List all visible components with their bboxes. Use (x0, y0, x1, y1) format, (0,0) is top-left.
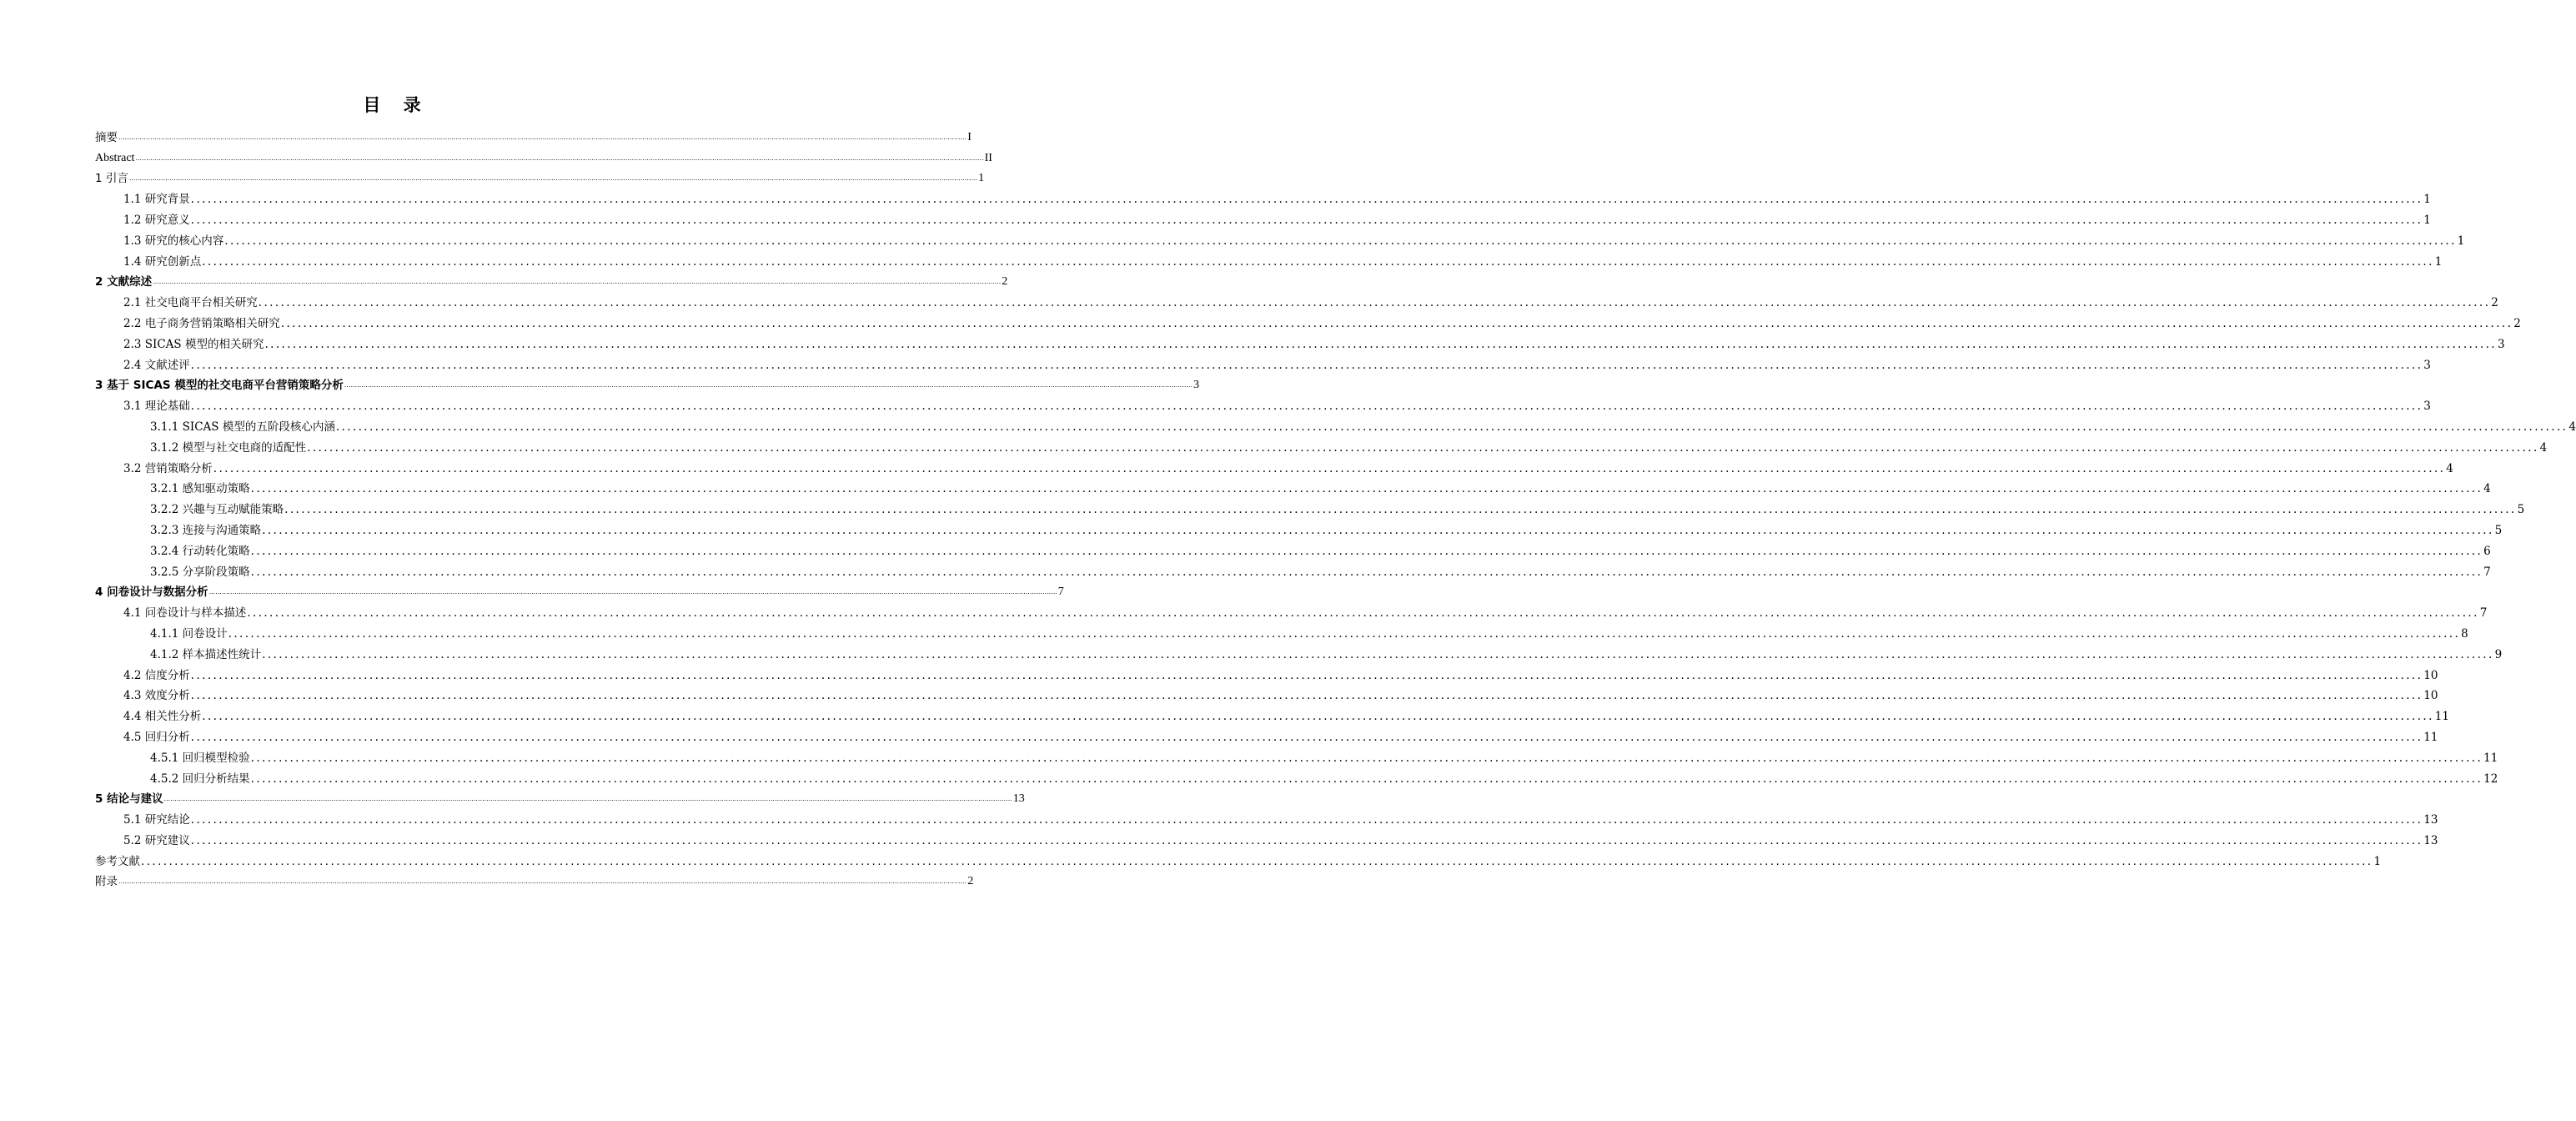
toc-entry[interactable] (95, 269, 1008, 289)
toc-entry-label: 参考文献 (95, 854, 140, 868)
toc-entry-label: 1.1 研究背景 (123, 193, 190, 207)
toc-entry[interactable] (95, 806, 2438, 827)
dot-leader: ................................................................................................................................................................................................................................................................................................................................................................................................................ (190, 668, 2423, 682)
toc-entry[interactable] (95, 413, 2576, 434)
toc-entry-label: 4.1.1 问卷设计 (150, 626, 228, 641)
dot-leader: ................................................................................................................................................................................................................................................................................................................................................................................................................ (202, 710, 2434, 724)
toc-entry[interactable] (95, 372, 1200, 393)
toc-entry-label: 4.1.2 样本描述性统计 (150, 647, 262, 661)
dot-leader: ................................................................................................................................................................................................................................................................................................................................................................................................................ (190, 813, 2423, 827)
toc-entry-label: 2.4 文献述评 (123, 358, 190, 372)
toc-entry-page: 1 (978, 172, 985, 185)
dot-leader: ................................................................................................................................................................................................................................................................................................................................................................................................................ (228, 626, 2461, 641)
toc-entry-page: 13 (1012, 792, 1025, 806)
toc-entry[interactable] (95, 165, 985, 186)
toc-entry-page: 11 (2423, 730, 2438, 744)
toc-entry[interactable] (95, 206, 2431, 227)
toc-entry-label: 4.5.1 回归模型检验 (150, 751, 250, 765)
dot-leader: ................................................................................................................................................................................................................................................................................................................................................................................................................ (141, 854, 2373, 868)
toc-entry-label: 3.1 理论基础 (123, 400, 190, 414)
dot-leader: ................................................................................................................................................................................................................................................................................................................................................................................................................ (118, 133, 967, 141)
dot-leader: ................................................................................................................................................................................................................................................................................................................................................................................................................ (190, 689, 2423, 703)
toc-entry[interactable] (95, 599, 2488, 621)
toc-entry-page: 11 (2434, 710, 2449, 724)
toc-entry[interactable] (95, 786, 1025, 807)
toc-entry-page: 1 (2423, 213, 2431, 227)
dot-leader: ................................................................................................................................................................................................................................................................................................................................................................................................................ (284, 503, 2517, 517)
dot-leader: ................................................................................................................................................................................................................................................................................................................................................................................................................ (250, 544, 2483, 558)
toc-entry-page: 7 (1057, 586, 1064, 599)
dot-leader: ................................................................................................................................................................................................................................................................................................................................................................................................................ (128, 174, 978, 183)
toc-entry-page: II (984, 151, 992, 164)
toc-entry-label: 3.2.4 行动转化策略 (150, 544, 250, 558)
toc-entry-page: 3 (2423, 358, 2431, 372)
toc-entry-page: 13 (2423, 833, 2438, 847)
toc-entry-page: 4 (2539, 440, 2548, 455)
toc-entry-label: 2.3 SICAS 模型的相关研究 (123, 337, 264, 351)
toc-entry-label: 摘要 (95, 130, 118, 144)
dot-leader: ................................................................................................................................................................................................................................................................................................................................................................................................................ (118, 877, 967, 886)
toc-entry[interactable] (95, 558, 2491, 579)
toc-entry-page: 1 (2373, 854, 2382, 868)
toc-entry[interactable] (95, 537, 2491, 558)
dot-leader: ................................................................................................................................................................................................................................................................................................................................................................................................................ (190, 358, 2423, 372)
toc-entry[interactable] (95, 620, 2468, 641)
toc-entry-page: 3 (2423, 400, 2431, 414)
toc-entry-page: 8 (2461, 626, 2468, 641)
toc-entry[interactable] (95, 248, 2443, 269)
toc-entry[interactable] (95, 661, 2438, 682)
toc-entry-label: 4.1 问卷设计与样本描述 (123, 606, 247, 621)
toc-entry-label: 3.2.3 连接与沟通策略 (150, 523, 262, 537)
toc-entry[interactable] (95, 723, 2438, 744)
toc-entry-page: 11 (2483, 751, 2498, 765)
toc-entry[interactable] (95, 744, 2498, 765)
toc-entry-page: 1 (2457, 234, 2465, 248)
toc-entry-page: I (967, 130, 972, 143)
toc-entry[interactable] (95, 309, 2521, 330)
toc-entry-label: 3 基于 SICAS 模型的社交电商平台营销策略分析 (95, 379, 344, 393)
dot-leader: ................................................................................................................................................................................................................................................................................................................................................................................................................ (153, 278, 1002, 286)
toc-entry[interactable] (95, 123, 972, 144)
dot-leader: ................................................................................................................................................................................................................................................................................................................................................................................................................ (264, 337, 2497, 351)
dot-leader: ................................................................................................................................................................................................................................................................................................................................................................................................................ (213, 461, 2446, 475)
toc-entry-label: 2.2 电子商务营销策略相关研究 (123, 316, 280, 330)
toc-entry-page: 1 (2434, 254, 2443, 269)
toc-entry[interactable] (95, 475, 2491, 496)
toc-entry-page: 3 (1193, 379, 1200, 392)
toc-entry-label: 3.2 营销策略分析 (123, 461, 213, 475)
toc-entry-page: 3 (2497, 337, 2505, 351)
toc-entry[interactable] (95, 351, 2431, 372)
dot-leader: ................................................................................................................................................................................................................................................................................................................................................................................................................ (190, 833, 2423, 847)
dot-leader: ................................................................................................................................................................................................................................................................................................................................................................................................................ (280, 316, 2513, 330)
toc-entry-page: 1 (2423, 193, 2431, 207)
toc-entry-label: 4.5 回归分析 (123, 730, 190, 744)
dot-leader: ................................................................................................................................................................................................................................................................................................................................................................................................................ (250, 751, 2483, 765)
dot-leader: ................................................................................................................................................................................................................................................................................................................................................................................................................ (135, 153, 984, 162)
dot-leader: ................................................................................................................................................................................................................................................................................................................................................................................................................ (247, 606, 2479, 621)
toc-entry-page: 12 (2483, 772, 2498, 786)
toc-entry-page: 4 (2568, 420, 2576, 434)
toc-entry-page: 13 (2423, 813, 2438, 827)
dot-leader: ................................................................................................................................................................................................................................................................................................................................................................................................................ (250, 482, 2483, 496)
dot-leader: ................................................................................................................................................................................................................................................................................................................................................................................................................ (262, 523, 2494, 537)
toc-entry[interactable] (95, 579, 1064, 600)
toc-entry-label: 3.2.5 分享阶段策略 (150, 565, 250, 579)
toc-title: 目 录 (363, 95, 429, 115)
toc-entry[interactable] (95, 765, 2498, 786)
toc-entry-page: 5 (2517, 503, 2525, 517)
toc-entry-label: 附录 (95, 875, 118, 889)
dot-leader: ................................................................................................................................................................................................................................................................................................................................................................................................................ (250, 772, 2483, 786)
toc-entry-label: 5.1 研究结论 (123, 813, 190, 827)
toc-entry-label: 1.3 研究的核心内容 (123, 234, 224, 248)
toc-entry[interactable] (95, 847, 2382, 868)
toc-entry-page: 5 (2494, 523, 2503, 537)
toc-entry[interactable] (95, 455, 2453, 475)
table-of-contents (95, 123, 2576, 889)
toc-entry-label: 1 引言 (95, 172, 128, 186)
toc-entry[interactable] (95, 682, 2438, 703)
toc-entry[interactable] (95, 392, 2431, 414)
toc-entry-label: 4 问卷设计与数据分析 (95, 586, 208, 600)
dot-leader: ................................................................................................................................................................................................................................................................................................................................................................................................................ (190, 193, 2423, 207)
toc-entry[interactable] (95, 227, 2465, 248)
toc-entry-page: 4 (2483, 482, 2491, 496)
toc-entry-label: 3.1.2 模型与社交电商的适配性 (150, 440, 307, 455)
dot-leader: ................................................................................................................................................................................................................................................................................................................................................................................................................ (190, 400, 2423, 414)
dot-leader: ................................................................................................................................................................................................................................................................................................................................................................................................................ (250, 565, 2483, 579)
toc-entry[interactable] (95, 434, 2548, 455)
dot-leader: ................................................................................................................................................................................................................................................................................................................................................................................................................ (208, 588, 1057, 596)
toc-entry-page: 2 (1002, 275, 1008, 289)
dot-leader: ................................................................................................................................................................................................................................................................................................................................................................................................................ (307, 440, 2539, 455)
toc-entry[interactable] (95, 516, 2503, 537)
toc-entry-label: 4.2 信度分析 (123, 668, 190, 682)
toc-entry-page: 6 (2483, 544, 2491, 558)
dot-leader: ................................................................................................................................................................................................................................................................................................................................................................................................................ (344, 381, 1193, 390)
toc-entry[interactable] (95, 289, 2498, 310)
toc-entry[interactable] (95, 330, 2505, 351)
toc-entry-label: 1.4 研究创新点 (123, 254, 202, 269)
toc-entry-page: 4 (2446, 461, 2453, 475)
toc-entry-label: 2.1 社交电商平台相关研究 (123, 296, 258, 310)
toc-entry-page: 10 (2423, 668, 2438, 682)
dot-leader: ................................................................................................................................................................................................................................................................................................................................................................................................................ (258, 296, 2491, 310)
toc-entry-label: 5.2 研究建议 (123, 833, 190, 847)
dot-leader: ................................................................................................................................................................................................................................................................................................................................................................................................................ (163, 795, 1012, 803)
toc-entry[interactable] (95, 144, 992, 165)
toc-entry[interactable] (95, 827, 2438, 847)
toc-entry[interactable] (95, 185, 2431, 207)
toc-entry[interactable] (95, 868, 974, 889)
toc-entry-page: 7 (2479, 606, 2488, 621)
toc-entry[interactable] (95, 702, 2449, 724)
toc-entry-page: 2 (967, 875, 974, 888)
toc-entry[interactable] (95, 641, 2503, 661)
toc-entry-label: 4.4 相关性分析 (123, 710, 202, 724)
toc-entry-page: 2 (2513, 316, 2521, 330)
toc-entry-label: 5 结论与建议 (95, 792, 163, 807)
toc-entry-label: 4.3 效度分析 (123, 689, 190, 703)
toc-entry-label: 3.2.2 兴趣与互动赋能策略 (150, 503, 284, 517)
dot-leader: ................................................................................................................................................................................................................................................................................................................................................................................................................ (190, 213, 2423, 227)
toc-entry-label: 3.1.1 SICAS 模型的五阶段核心内涵 (150, 420, 335, 434)
toc-entry-label: 1.2 研究意义 (123, 213, 190, 227)
dot-leader: ................................................................................................................................................................................................................................................................................................................................................................................................................ (262, 647, 2494, 661)
toc-entry-page: 9 (2494, 647, 2503, 661)
dot-leader: ................................................................................................................................................................................................................................................................................................................................................................................................................ (202, 254, 2434, 269)
toc-entry-label: 3.2.1 感知驱动策略 (150, 482, 250, 496)
toc-entry-page: 7 (2483, 565, 2491, 579)
toc-entry-label: 4.5.2 回归分析结果 (150, 772, 250, 786)
toc-entry-label: 2 文献综述 (95, 275, 153, 289)
toc-entry-page: 10 (2423, 689, 2438, 703)
dot-leader: ................................................................................................................................................................................................................................................................................................................................................................................................................ (224, 234, 2457, 248)
toc-entry-page: 2 (2491, 296, 2498, 310)
toc-entry-label: Abstract (95, 151, 135, 164)
dot-leader: ................................................................................................................................................................................................................................................................................................................................................................................................................ (190, 730, 2423, 744)
dot-leader: ................................................................................................................................................................................................................................................................................................................................................................................................................ (335, 420, 2568, 434)
toc-entry[interactable] (95, 495, 2525, 517)
